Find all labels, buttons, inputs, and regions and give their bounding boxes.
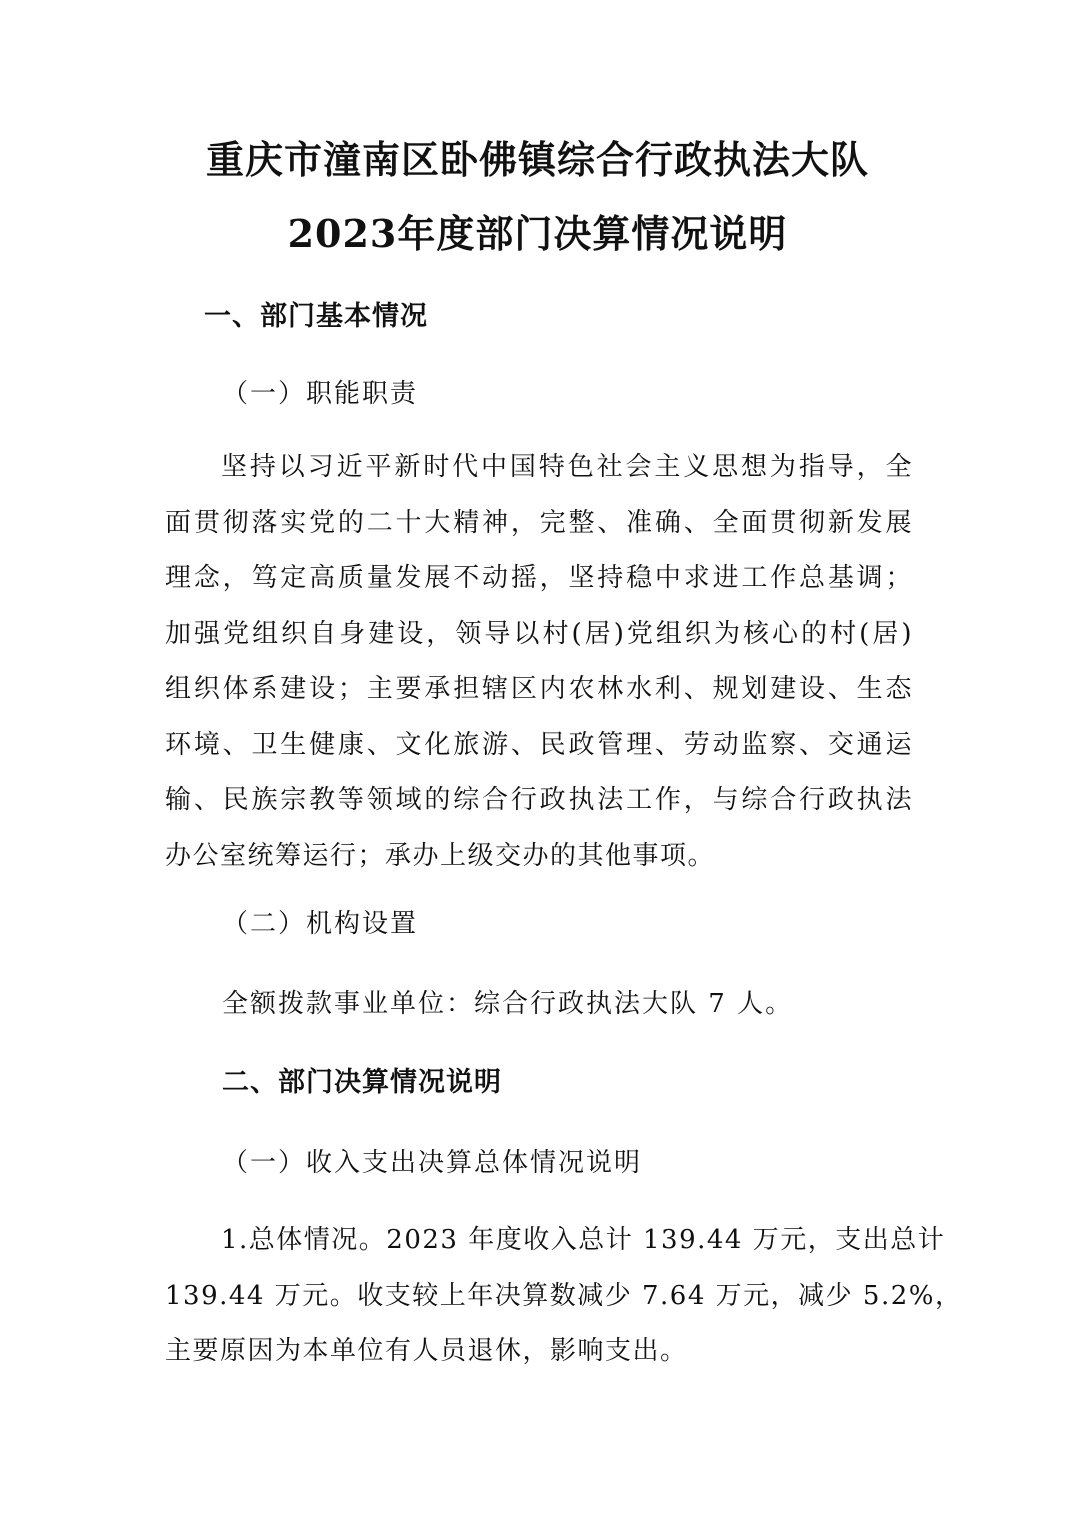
paragraph-line: 1.总体情况。2023 年度收入总计 139.44 万元，支出总计 bbox=[221, 1225, 946, 1255]
paragraph-line: 主要原因为本单位有人员退休，影响支出。 bbox=[165, 1336, 688, 1366]
section1-heading: 一、部门基本情况 bbox=[204, 301, 428, 332]
paragraph-line: 面贯彻落实党的二十大精神，完整、准确、全面贯彻新发展 bbox=[165, 507, 913, 538]
paragraph-line: 加强党组织自身建设，领导以村(居)党组织为核心的村(居) bbox=[165, 618, 913, 649]
section1-sub2-text: 全额拨款事业单位：综合行政执法大队 7 人。 bbox=[222, 989, 794, 1019]
section1-sub1-paragraph bbox=[165, 440, 913, 884]
paragraph-line: 输、民族宗教等领域的综合行政执法工作，与综合行政执法 bbox=[165, 785, 913, 815]
section1-sub2-heading: （二）机构设置 bbox=[222, 909, 419, 939]
paragraph-line: 环境、卫生健康、文化旅游、民政管理、劳动监察、交通运 bbox=[165, 729, 913, 760]
section2-sub1-paragraph bbox=[165, 1213, 963, 1380]
paragraph-line: 组织体系建设；主要承担辖区内农林水利、规划建设、生态 bbox=[165, 674, 913, 704]
document-title-line1: 重庆市潼南区卧佛镇综合行政执法大队 bbox=[205, 137, 869, 182]
paragraph-line: 139.44 万元。收支较上年决算数减少 7.64 万元，减少 5.2%， bbox=[165, 1280, 963, 1311]
section1-sub1-heading: （一）职能职责 bbox=[222, 379, 419, 409]
paragraph-line: 坚持以习近平新时代中国特色社会主义思想为指导，全 bbox=[221, 452, 913, 482]
document-title-line2: 2023年度部门决算情况说明 bbox=[287, 211, 788, 256]
paragraph-line: 理念，笃定高质量发展不动摇，坚持稳中求进工作总基调； bbox=[165, 563, 913, 593]
section2-sub1-heading: （一）收入支出决算总体情况说明 bbox=[222, 1148, 643, 1178]
paragraph-line: 办公室统筹运行；承办上级交办的其他事项。 bbox=[165, 840, 716, 871]
section2-heading: 二、部门决算情况说明 bbox=[222, 1067, 502, 1098]
